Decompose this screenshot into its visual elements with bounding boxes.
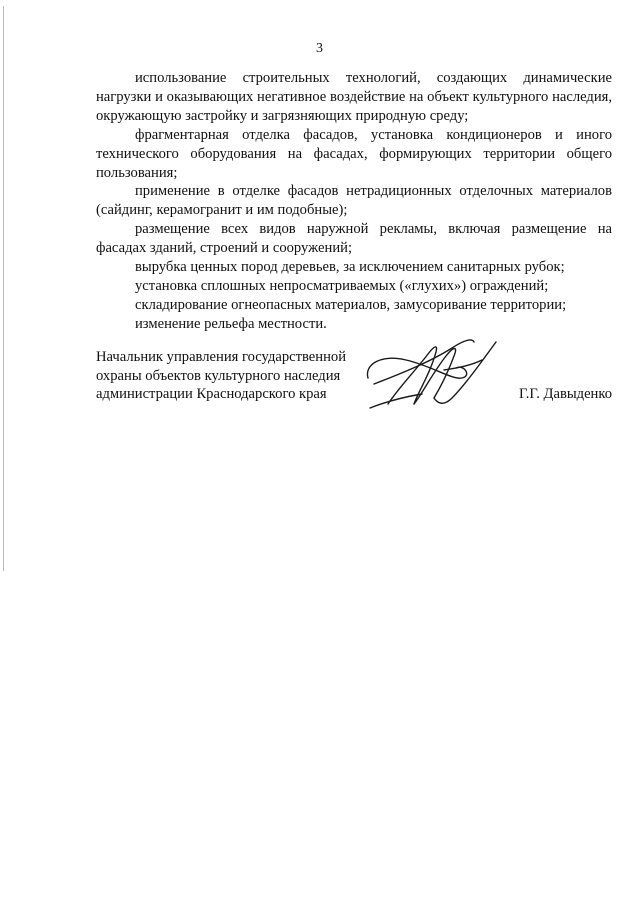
paragraph: вырубка ценных пород деревьев, за исключением санитарных рубок; (135, 259, 565, 276)
paragraph: размещение всех видов наружной рекламы, включая размещение на фасадах зданий, строений и сооружений; (96, 221, 612, 257)
signer-name: Г.Г. Давыденко (518, 386, 612, 402)
signer-title-line: охраны объектов культурного наследия (96, 367, 341, 384)
paragraph: складирование огнеопасных материалов, замусоривание территории; (135, 296, 567, 313)
signer-title (96, 348, 376, 404)
paragraph: изменение рельефа местности. (135, 315, 327, 332)
scan-edge-line (3, 6, 4, 571)
paragraph: фрагментарная отделка фасадов, установка кондиционеров и иного технического оборудования на фасадах, формирующих территории общего пользования; (96, 126, 612, 181)
signer-title-line: администрации Краснодарского края (96, 386, 327, 403)
signer-title-line: Начальник управления государственной (96, 349, 347, 365)
restrictions-list (96, 69, 612, 334)
paragraph: применение в отделке фасадов нетрадиционных отделочных материалов (сайдинг, керамогранит и им подобные); (96, 183, 612, 219)
paragraph: использование строительных технологий, создающих динамические нагрузки и оказывающих негативное воздействие на объект культурного наследия, окружающую застройку и загрязняющих природную среду; (96, 70, 612, 124)
handwritten-signature (360, 334, 510, 418)
paragraph: установка сплошных непросматриваемых («глухих») ограждений; (135, 277, 549, 294)
signature-block (96, 348, 612, 448)
page-number: 3 (316, 41, 323, 56)
